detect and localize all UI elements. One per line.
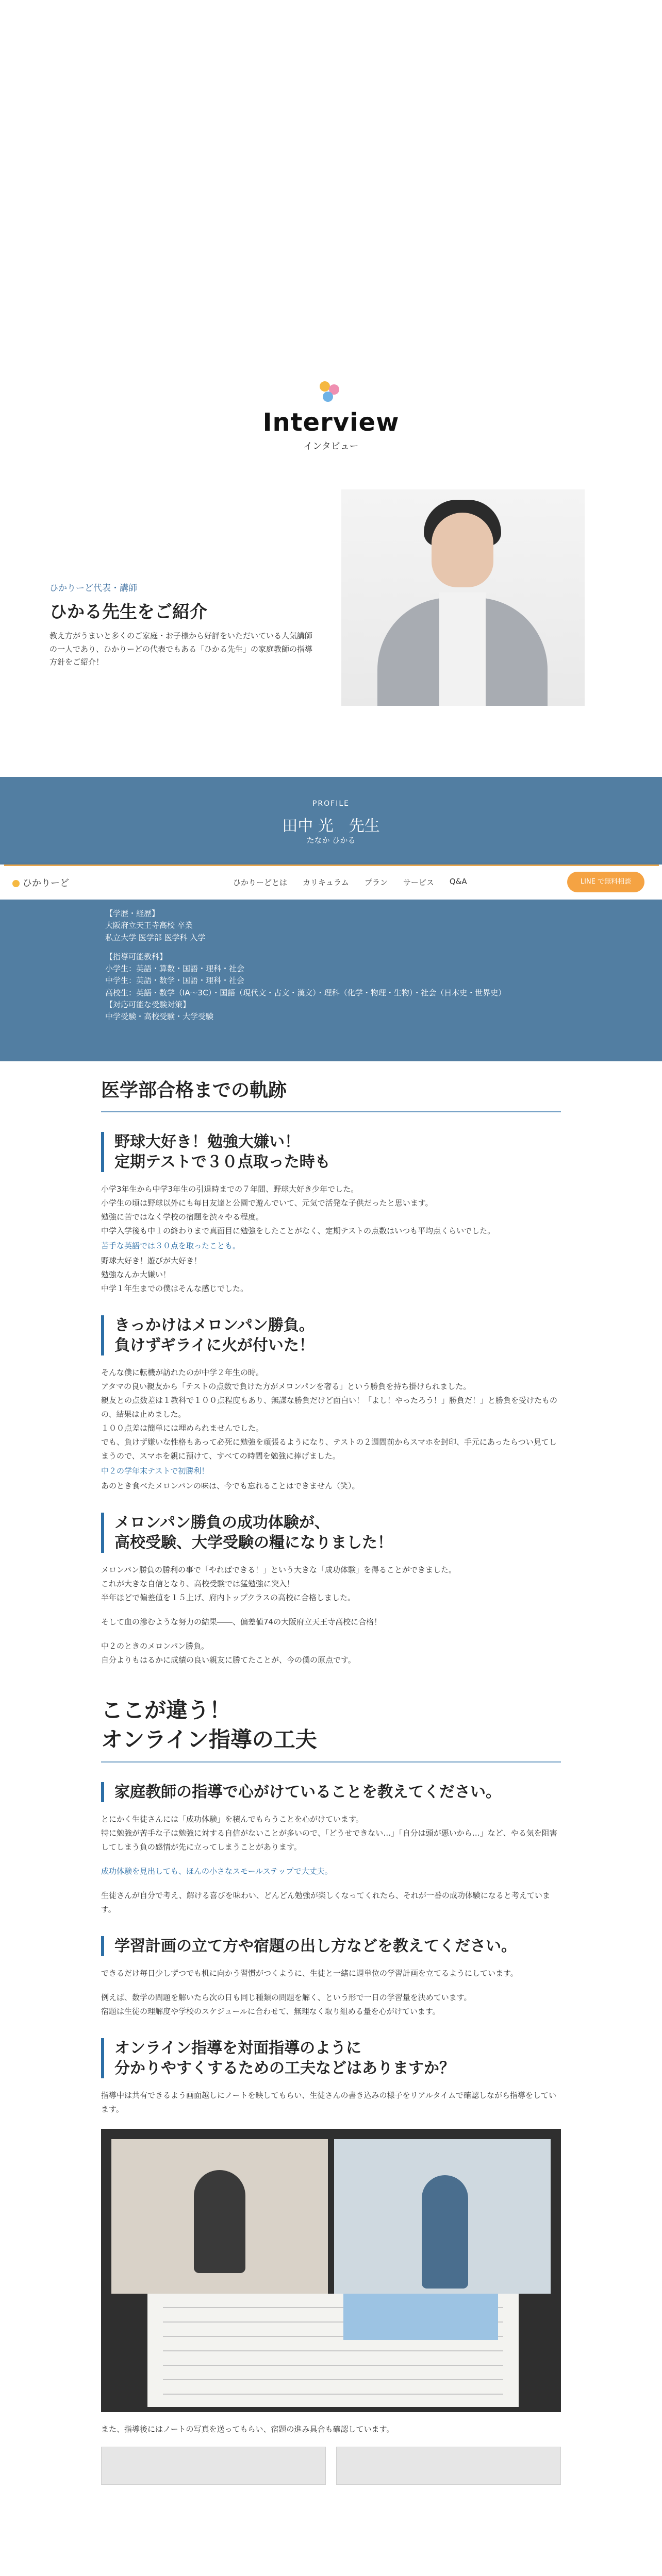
note-photos [101, 2447, 561, 2485]
paragraph: 例えば、数学の問題を解いたら次の日も同じ種類の問題を解く、という形で一日の学習量を決めています。 宿題は生徒の理解度や学校のスケジュールに合わせて、無理なく取り組める量を心がけています。 [101, 1993, 472, 2016]
profile-detail-line: 私立大学 医学部 医学科 入学 [105, 933, 206, 942]
paragraph: メロンパン勝負の勝利の事で「やればできる！」という大きな「成功体験」を得ることができました。 これが大きな自信となり、高校受験では猛勉強に突入！ 半年ほどで偏差値を１５上げ、府内トップクラスの高校に合格しました。 [101, 1565, 456, 1602]
nav-item-1[interactable]: カリキュラム [303, 878, 349, 887]
profile-banner [0, 777, 662, 865]
profile-detail-line: 中学受験・高校受験・大学受験 [105, 1012, 214, 1021]
online-lesson-image [101, 2129, 561, 2412]
subheading-online-tips: オンライン指導を対面指導のように 分かりやすくするための工夫などはありますか？ [101, 2038, 561, 2078]
profile-name: 田中 光 先生 [282, 817, 380, 835]
profile-detail-line: 高校生：英語・数学（IA〜3C）・国語（現代文・古文・漢文）・理科（化学・物理・生物）・社会（日本史・世界史） [105, 988, 506, 997]
brand-logo-icon [320, 381, 342, 402]
profile-detail-line: 【指導可能教科】 [105, 952, 168, 961]
profile-detail-line: 【学歴・経歴】 [105, 909, 160, 918]
profile-detail-line: 小学生：英語・算数・国語・理科・社会 [105, 964, 245, 973]
paragraph: あのとき食べたメロンパンの味は、今でも忘れることはできません（笑）。 [101, 1481, 360, 1490]
paragraph: 中２のときのメロンパン勝負。 自分よりもはるかに成績の良い親友に勝てたことが、今の僕の原点です。 [101, 1641, 356, 1665]
paragraph: そんな僕に転機が訪れたのが中学２年生の時。 アタマの良い親友から「テストの点数で負けた方がメロンパンを奢る」という勝負を持ち掛けられました。 親友との点数差は１教科で１００点程度もあり、無謀な勝負だけど面白い！「よし！やったろう！」勝負だ！」と勝負を受けたものの、結果は止めました。 １００点差は簡単には埋められませんでした。 でも、負けず嫌いな性格もあって必死に勉強を頑張るようになり、テストの２週間前からスマホを封印、手元にあったらつい見てしまうので、スマホを親に預けて、すべての時間を勉強に捧げました。 [101, 1368, 558, 1461]
navbar [0, 865, 662, 900]
subheading-melonpan: きっかけはメロンパン勝負。 負けずギライに火が付いた！ [101, 1315, 561, 1355]
hero-title: Interview [262, 408, 400, 437]
brand-dot-icon [12, 880, 20, 887]
line-consult-button[interactable]: LINE で無料相談 [567, 872, 644, 892]
teacher-heading: ひかる先生をご紹介 [49, 602, 207, 622]
subheading-baseball: 野球大好き！勉強大嫌い！ 定期テストで３０点取った時も [101, 1132, 561, 1172]
teacher-role: ひかりーど代表・講師 [49, 583, 137, 594]
profile-detail-gap [105, 944, 569, 951]
paragraph: 野球大好き！遊びが大好き！ 勉強なんか大嫌い！ 中学１年生までの僕はそんな感じでした。 [101, 1256, 249, 1293]
paragraph: とにかく生徒さんには「成功体験」を積んでもらうことを心がけています。 特に勉強が苦手な子は勉強に対する自信がないことが多いので、「どうせできない…」「自分は頭が悪いから…」など、やる気を阻害してしまう負の感情が先に立ってしまうことがあります。 [101, 1815, 557, 1852]
subheading-success: メロンパン勝負の成功体験が、 高校受験、大学受験の糧になりました！ [101, 1513, 561, 1553]
subheading-plan: 学習計画の立て方や宿題の出し方などを教えてください。 [101, 1936, 561, 1956]
section-title-online: ここが違う！ オンライン指導の工夫 [101, 1696, 561, 1762]
paragraph: できるだけ毎日少しずつでも机に向かう習慣がつくように、生徒と一緒に週単位の学習計画を立てるようにしています。 [101, 1969, 518, 1978]
article [101, 1061, 561, 2485]
highlight-text: 成功体験を見出しても、ほんの小さなスモールステップで大丈夫。 [101, 1867, 333, 1876]
teacher-intro: 教え方がうまいと多くのご家庭・お子様から好評をいただいている人気講師の一人であり、ひかりーどの代表でもある「ひかる先生」の家庭教師の指導方針をご紹介！ [49, 631, 313, 667]
section-title-history: 医学部合格までの軌跡 [101, 1076, 561, 1112]
nav-item-0[interactable]: ひかりーどとは [233, 878, 288, 887]
nav-item-3[interactable]: サービス [403, 878, 434, 887]
teacher-photo [341, 489, 585, 706]
paragraph: また、指導後にはノートの写真を送ってもらい、宿題の進み具合も確認しています。 [101, 2425, 394, 2434]
nav-item-2[interactable]: プラン [364, 878, 388, 887]
paragraph: 指導中は共有できるよう画面越しにノートを映してもらい、生徒さんの書き込みの様子をリアルタイムで確認しながら指導をしています。 [101, 2091, 557, 2114]
nav-menu [233, 877, 467, 888]
profile-detail-line: 【対応可能な受験対策】 [105, 999, 191, 1009]
profile-detail-line: 大阪府立天王寺高校 卒業 [105, 921, 193, 930]
subheading-mindset: 家庭教師の指導で心がけていることを教えてください。 [101, 1782, 561, 1802]
paragraph: 小学3年生から中学3年生の引退時までの７年間、野球大好き少年でした。 小学生の頃は野球以外にも毎日友達と公園で遊んでいて、元気で活発な子供だったと思います。 勉強に苦ではなく学校の宿題を渋々やる程度。 中学入学後も中１の終わりまで真面目に勉強をしたことがなく、定期テストの点数はいつも平均点くらいでした。 [101, 1184, 495, 1235]
profile-kana: たなか ひかる [306, 836, 356, 845]
nav-brand[interactable]: ひかりーど [12, 876, 69, 889]
hero-section [0, 0, 662, 773]
paragraph: 生徒さんが自分で考え、解ける喜びを味わい、どんどん勉強が楽しくなってくれたら、それが一番の成功体験になると考えています。 [101, 1891, 550, 1914]
nav-item-4[interactable]: Q&A [449, 877, 467, 886]
hero-subtitle: インタビュー [303, 441, 359, 452]
profile-details [0, 900, 662, 1061]
profile-detail-line: 中学生：英語・数学・国語・理科・社会 [105, 976, 245, 986]
paragraph: そして血の滲むような努力の結果――、偏差値74の大阪府立天王寺高校に合格！ [101, 1617, 382, 1626]
highlight-text: 中２の学年末テストで初勝利！ [101, 1466, 209, 1476]
highlight-text: 苦手な英語では３０点を取ったことも。 [101, 1241, 241, 1250]
profile-label: PROFILE [312, 800, 350, 808]
